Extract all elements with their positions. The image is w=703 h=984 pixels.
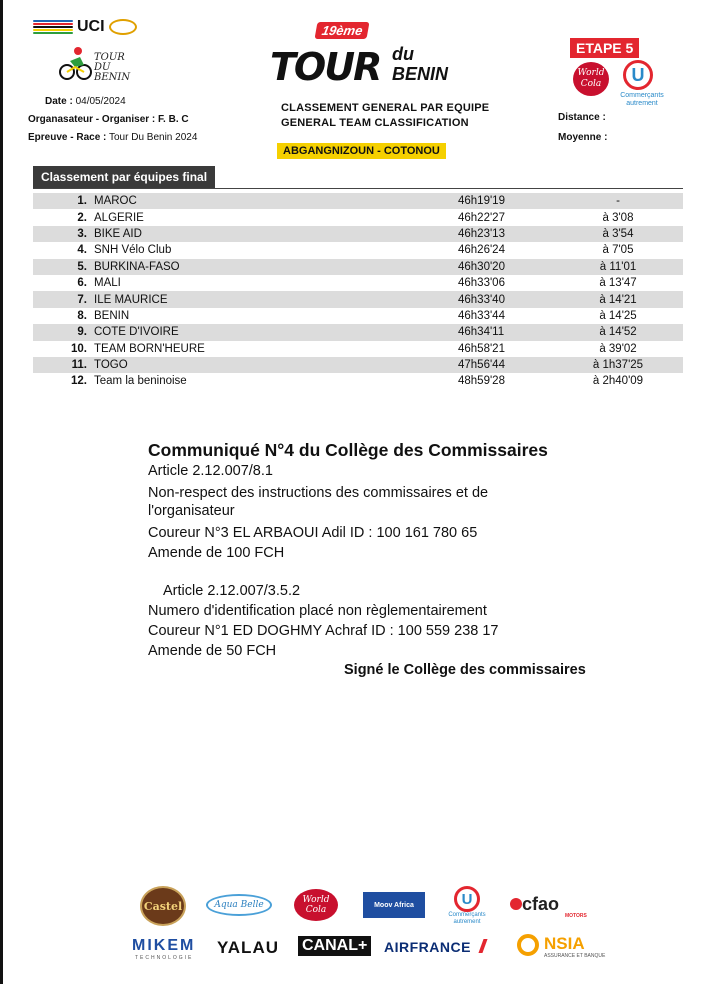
team-name: BIKE AID <box>94 227 142 240</box>
team-name: MALI <box>94 277 121 290</box>
nsia-logo: NSIA <box>544 934 585 953</box>
tour-logo-du: du <box>392 44 414 64</box>
u-tagline: Commerçants autrement <box>620 92 664 107</box>
team-name: SNH Vélo Club <box>94 244 172 257</box>
rank: 11. <box>71 359 87 372</box>
team-gap: à 1h37'25 <box>592 359 644 372</box>
race-label: Epreuve - Race : <box>28 132 107 143</box>
signature-line: Signé le Collège des commissaires <box>344 662 586 678</box>
team-gap: à 2h40'09 <box>592 375 644 388</box>
table-row <box>33 226 683 242</box>
cfao-dot-icon <box>510 898 522 910</box>
team-classification-table <box>33 193 683 390</box>
team-gap: à 14'25 <box>599 309 637 322</box>
table-row <box>33 275 683 291</box>
oval-logo-icon <box>109 19 137 35</box>
tour-du-benin-small-logo <box>58 45 148 87</box>
rainbow-stripes-icon <box>33 20 73 34</box>
team-time: 46h34'11 <box>458 326 505 339</box>
team-gap: à 3'08 <box>602 211 634 224</box>
table-title: Classement par équipes final <box>33 166 215 188</box>
team-time: 46h33'06 <box>458 277 505 290</box>
small-logo-text: TOUR DU BENIN <box>94 52 131 83</box>
classification-title-en: GENERAL TEAM CLASSIFICATION <box>281 117 469 129</box>
team-name: TEAM BORN'HEURE <box>94 342 205 355</box>
team-time: 46h22'27 <box>458 211 505 224</box>
rank: 10. <box>71 342 87 355</box>
date-line <box>45 96 126 107</box>
table-row <box>33 308 683 324</box>
nsia-sub: ASSURANCE ET BANQUE <box>544 953 606 959</box>
table-row <box>33 357 683 373</box>
article-1-fine: Amende de 100 FCH <box>148 545 285 561</box>
table-row <box>33 242 683 258</box>
rank: 12. <box>71 375 87 388</box>
team-time: 47h56'44 <box>458 359 505 372</box>
article-2-rider: Coureur N°1 ED DOGHMY Achraf ID : 100 559 238 17 <box>148 623 499 639</box>
average-label: Moyenne : <box>558 132 608 143</box>
edition-badge: 19ème <box>315 22 370 39</box>
rank: 3. <box>77 227 87 240</box>
table-row <box>33 291 683 307</box>
article-1-line-2: l'organisateur <box>148 503 235 519</box>
race-value: Tour Du Benin 2024 <box>108 132 198 143</box>
cfao-logo: cfao <box>522 894 560 914</box>
team-gap: - <box>616 195 620 208</box>
team-gap: à 13'47 <box>599 277 637 290</box>
world-cola-logo: World Cola <box>573 62 609 96</box>
uci-logo <box>33 18 137 36</box>
u-logo-icon: U <box>623 60 653 90</box>
team-name: Team la beninoise <box>94 375 187 388</box>
team-gap: à 39'02 <box>599 342 637 355</box>
rank: 5. <box>77 260 87 273</box>
classification-title-fr: CLASSEMENT GENERAL PAR EQUIPE <box>281 102 490 114</box>
team-gap: à 14'21 <box>599 293 637 306</box>
team-gap: à 11'01 <box>599 260 637 273</box>
team-name: ALGERIE <box>94 211 144 224</box>
team-gap: à 14'52 <box>599 326 637 339</box>
team-time: 46h33'44 <box>458 309 505 322</box>
air-france-logo: AIRFRANCE <box>384 939 471 955</box>
team-time: 48h59'28 <box>458 375 505 388</box>
table-row <box>33 373 683 389</box>
rank: 1. <box>77 195 87 208</box>
article-1: Article 2.12.007/8.1 <box>148 463 273 479</box>
team-name: ILE MAURICE <box>94 293 168 306</box>
team-gap: à 3'54 <box>602 227 634 240</box>
distance-label: Distance : <box>558 112 606 123</box>
table-row <box>33 324 683 340</box>
table-row <box>33 259 683 275</box>
team-time: 46h33'40 <box>458 293 505 306</box>
team-name: BENIN <box>94 309 130 322</box>
cfao-sub: MOTORS <box>565 913 587 919</box>
cyclist-icon <box>58 45 92 81</box>
uci-text: UCI <box>77 18 105 35</box>
table-row <box>33 209 683 225</box>
mikem-logo: MIKEM <box>132 937 196 954</box>
team-name: COTE D'IVOIRE <box>94 326 179 339</box>
team-time: 46h23'13 <box>458 227 505 240</box>
rank: 4. <box>77 244 87 257</box>
article-1-rider: Coureur N°3 EL ARBAOUI Adil ID : 100 161 780 65 <box>148 525 478 541</box>
canal-plus-logo: CANAL+ <box>298 936 371 956</box>
rank: 6. <box>77 277 87 290</box>
tour-logo-benin: BENIN <box>392 64 449 84</box>
castel-logo: Castel <box>140 886 186 926</box>
air-france-stripe-icon <box>478 939 487 953</box>
team-time: 46h26'24 <box>458 244 505 257</box>
rank: 9. <box>77 326 87 339</box>
team-name: BURKINA-FASO <box>94 260 180 273</box>
article-2-fine: Amende de 50 FCH <box>148 643 277 659</box>
organiser-line <box>28 114 189 125</box>
tour-logo-word: TOUR <box>270 45 381 89</box>
mikem-sub: TECHNOLOGIE <box>135 955 194 961</box>
rank: 7. <box>77 293 87 306</box>
team-time: 46h30'20 <box>458 260 505 273</box>
yalau-logo: YALAU <box>217 938 279 957</box>
u-sponsor-icon: U <box>454 886 480 912</box>
moov-africa-logo: Moov Africa <box>363 892 425 918</box>
race-line <box>28 132 197 143</box>
organiser-label: Organasateur - Organiser : <box>28 114 156 125</box>
nsia-logo-icon <box>517 934 539 956</box>
aqua-belle-logo: Aqua Belle <box>206 894 272 916</box>
team-time: 46h58'21 <box>458 342 505 355</box>
table-row <box>33 341 683 357</box>
stage-badge: ETAPE 5 <box>570 38 639 58</box>
communique-title: Communiqué N°4 du Collège des Commissaires <box>148 440 548 460</box>
table-divider <box>33 188 683 189</box>
stage-route: ABGANGNIZOUN - COTONOU <box>277 143 446 159</box>
u-sponsor-tagline: Commerçants autrement <box>448 912 486 925</box>
rank: 8. <box>77 309 87 322</box>
team-time: 46h19'19 <box>458 195 505 208</box>
table-row <box>33 193 683 209</box>
article-2-line-1: Numero d'identification placé non règlementairement <box>148 603 487 619</box>
date-label: Date : <box>45 96 73 107</box>
organiser-value: F. B. C <box>158 114 189 125</box>
article-2: Article 2.12.007/3.5.2 <box>163 583 301 599</box>
date-value: 04/05/2024 <box>75 96 126 107</box>
page-left-border <box>0 0 3 984</box>
article-1-line-1: Non-respect des instructions des commissaires et de <box>148 485 489 501</box>
team-name: TOGO <box>94 359 128 372</box>
team-name: MAROC <box>94 195 137 208</box>
world-cola-sponsor-logo: World Cola <box>294 889 338 921</box>
team-gap: à 7'05 <box>602 244 634 257</box>
rank: 2. <box>77 211 87 224</box>
